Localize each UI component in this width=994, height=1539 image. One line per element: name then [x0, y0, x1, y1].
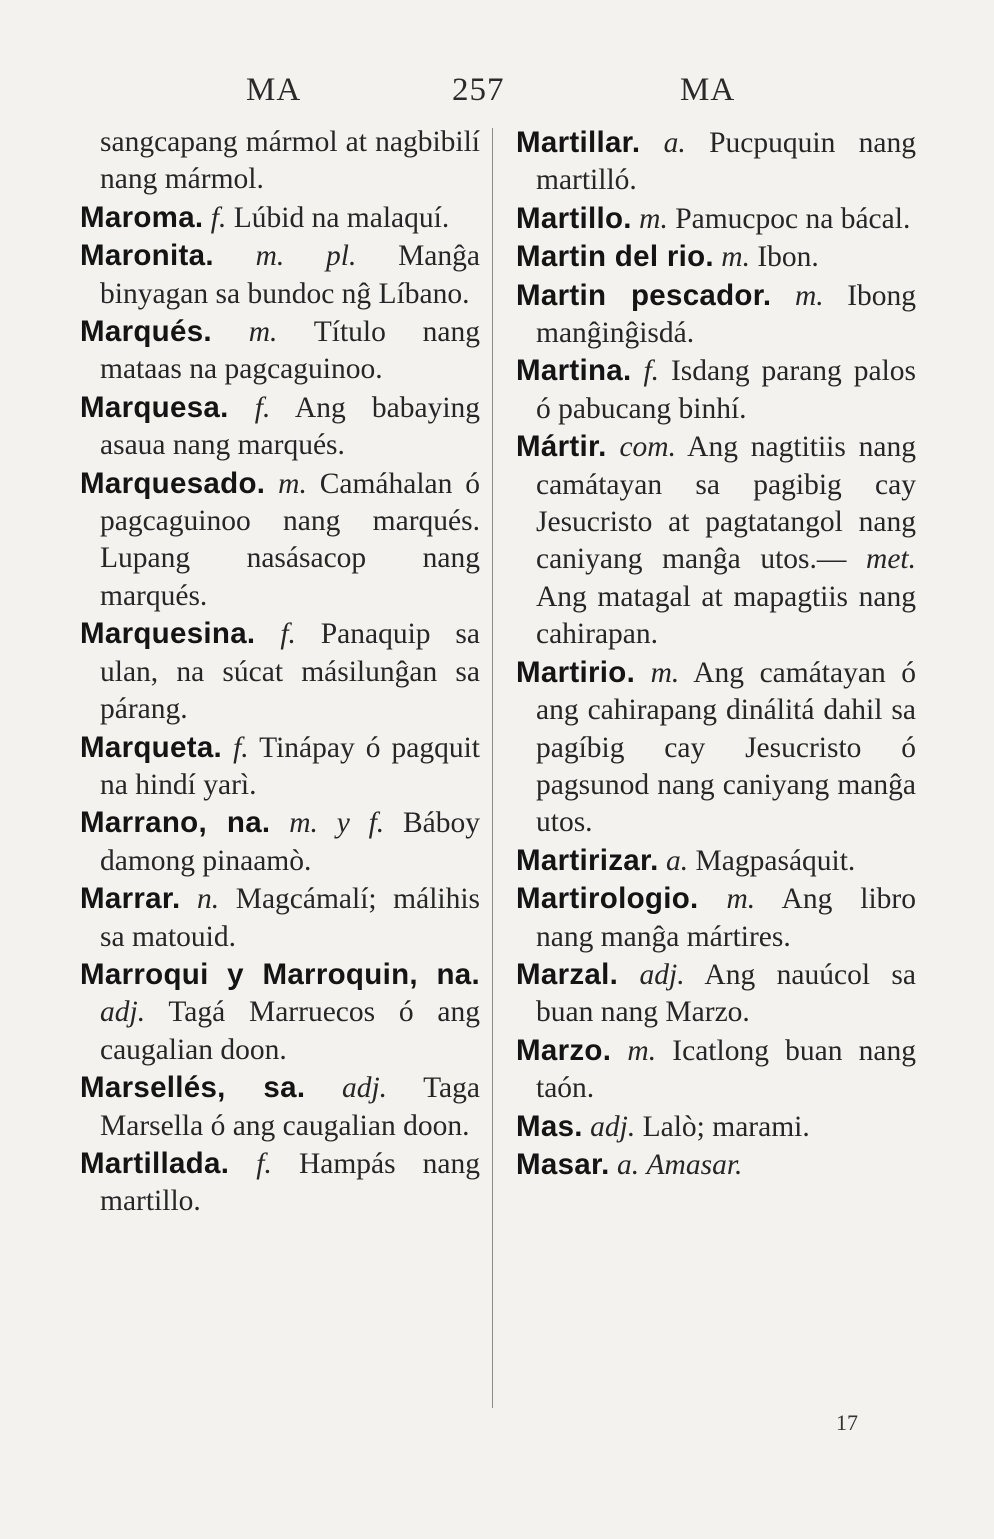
grammar-label: com. — [619, 431, 676, 464]
headword: Marquesina. — [80, 617, 256, 651]
dictionary-entry — [80, 1145, 480, 1221]
headword: Marquesado. — [80, 466, 266, 500]
grammar-label: m. — [726, 883, 756, 916]
printer-signature-mark: 17 — [836, 1410, 858, 1435]
continuation-text: sangcapang mármol at nagbibilí nang mármol. — [100, 126, 480, 196]
dictionary-entry — [80, 615, 480, 728]
grammar-label: f. — [256, 1147, 272, 1180]
definition: Báboy damong pinaamò. — [100, 807, 480, 877]
dictionary-entry — [516, 1032, 916, 1108]
grammar-label: m. — [639, 202, 668, 235]
dictionary-entry — [516, 1108, 916, 1146]
definition: Ibon. — [757, 241, 819, 274]
dictionary-entry — [80, 389, 480, 465]
grammar-label: m. — [794, 279, 824, 312]
definition: Ang nauúcol sa buan nang Marzo. — [536, 958, 917, 1029]
headword: Masar. — [516, 1147, 610, 1181]
grammar-label: a. — [666, 844, 689, 877]
definition: Isdang parang palos ó pabucang binhí. — [536, 355, 917, 425]
definition: Magpasáquit. — [695, 844, 856, 877]
grammar-label: m. — [650, 656, 680, 689]
definition: Tagá Marruecos ó ang caugalian doon. — [100, 996, 480, 1066]
grammar-label: a. — [617, 1148, 640, 1181]
headword: Mártir. — [516, 430, 607, 464]
definition: Ang matagal at mapagtiis nang cahirapan. — [536, 580, 916, 651]
grammar-label: m. — [278, 467, 307, 500]
headword: Martin pescador. — [516, 278, 772, 312]
grammar-label: m. — [721, 241, 750, 274]
dictionary-entry — [516, 200, 916, 238]
grammar-label: n. — [197, 883, 220, 916]
dictionary-entry — [516, 842, 916, 880]
dictionary-entry — [516, 428, 916, 653]
grammar-label: m. y f. — [289, 807, 385, 840]
dictionary-entry — [80, 313, 480, 389]
dictionary-entry — [516, 352, 916, 428]
dictionary-entry — [516, 1146, 916, 1184]
header-right-guide-word: MA — [680, 72, 736, 108]
headword: Martirio. — [516, 655, 636, 689]
page-header — [0, 72, 994, 116]
grammar-label: f. — [233, 731, 249, 764]
grammar-label: f. — [254, 391, 271, 424]
definition: Lúbid na malaquí. — [233, 201, 450, 234]
dictionary-entry — [516, 277, 916, 353]
grammar-label: m. — [248, 316, 278, 349]
definition: Pamucpoc na bácal. — [675, 202, 911, 235]
dictionary-entry — [80, 199, 480, 237]
grammar-label: adj. — [590, 1110, 636, 1143]
page-number: 257 — [452, 72, 505, 108]
headword: Maronita. — [80, 239, 214, 273]
definition: Lalò; marami. — [642, 1110, 810, 1143]
headword: Marquesa. — [80, 390, 229, 424]
definition: Ang babaying asaua nang marqués. — [100, 391, 481, 462]
definition: Manĝa binyagan sa bundoc nĝ Líbano. — [100, 240, 480, 310]
headword: Martin del rio. — [516, 240, 714, 274]
grammar-label: f. — [210, 201, 227, 234]
definition: Amasar. — [646, 1148, 743, 1181]
definition: Pucpuquin nang martilló. — [536, 127, 917, 197]
headword: Martirizar. — [516, 843, 659, 877]
definition: Hampás nang martillo. — [100, 1147, 481, 1218]
headword: Martillo. — [516, 201, 632, 235]
headword: Marsellés, sa. — [80, 1071, 306, 1105]
left-column — [80, 124, 480, 1221]
grammar-label: a. — [663, 127, 686, 159]
dictionary-entry — [80, 880, 480, 956]
right-column — [516, 124, 916, 1184]
grammar-label: adj. — [341, 1072, 388, 1105]
dictionary-entry — [516, 238, 916, 276]
definition: Ang nagtitiis nang camátayan sa pagibig cay Jesucristo at pagtatangol nang caniyang manĝa utos.— — [536, 431, 916, 576]
dictionary-entry — [516, 956, 916, 1032]
definition: Panaquip sa ulan, na súcat másilunĝan sa párang. — [100, 618, 480, 726]
headword: Marzo. — [516, 1033, 612, 1067]
headword: Maroma. — [80, 200, 204, 234]
definition: Taga Marsella ó ang caugalian doon. — [100, 1072, 480, 1142]
grammar-label: f. — [280, 618, 296, 651]
headword: Marroqui y Marroquin, na. — [80, 957, 480, 991]
column-divider — [492, 128, 493, 1408]
definition: Icatlong buan nang taón. — [536, 1034, 917, 1105]
definition: Camáhalan ó pagcaguinoo nang marqués. Lupang nasásacop nang marqués. — [100, 467, 481, 612]
grammar-label: adj. — [100, 996, 146, 1029]
definition: Ang libro nang manĝa mártires. — [536, 883, 917, 953]
headword: Martina. — [516, 354, 632, 388]
grammar-label: m. — [627, 1034, 657, 1067]
definition: Ibong manĝinĝisdá. — [536, 279, 917, 350]
dictionary-entry — [80, 237, 480, 313]
header-left-guide-word: MA — [246, 72, 302, 108]
definition: Ang camátayan ó ang cahirapang dinálitá dahil sa pagíbig cay Jesucristo ó pagsunod nang caniyang manĝa utos. — [536, 656, 916, 839]
headword: Marrar. — [80, 882, 181, 916]
headword: Marqueta. — [80, 730, 223, 764]
grammar-label: m. pl. — [255, 240, 357, 273]
headword: Martirologio. — [516, 882, 699, 916]
grammar-label: f. — [643, 355, 660, 388]
headword: Martillar. — [516, 126, 641, 159]
dictionary-entry — [80, 804, 480, 880]
definition: Tinápay ó pagquit na hindí yarì. — [100, 731, 480, 801]
dictionary-entry — [80, 1069, 480, 1145]
dictionary-entry — [80, 465, 480, 616]
headword: Martillada. — [80, 1146, 230, 1180]
dictionary-entry — [80, 729, 480, 805]
headword: Marqués. — [80, 315, 212, 349]
dictionary-entry — [516, 124, 916, 200]
headword: Marrano, na. — [80, 806, 271, 840]
grammar-label: adj. — [639, 958, 685, 991]
definition: Título nang mataas na pagcaguinoo. — [100, 316, 481, 386]
grammar-label: met. — [866, 543, 916, 576]
dictionary-entry — [516, 880, 916, 956]
headword: Mas. — [516, 1109, 583, 1143]
dictionary-entry — [80, 956, 480, 1069]
definition: Magcámalí; málihis sa matouid. — [100, 883, 481, 953]
headword: Marzal. — [516, 957, 619, 991]
dictionary-entry — [516, 654, 916, 842]
